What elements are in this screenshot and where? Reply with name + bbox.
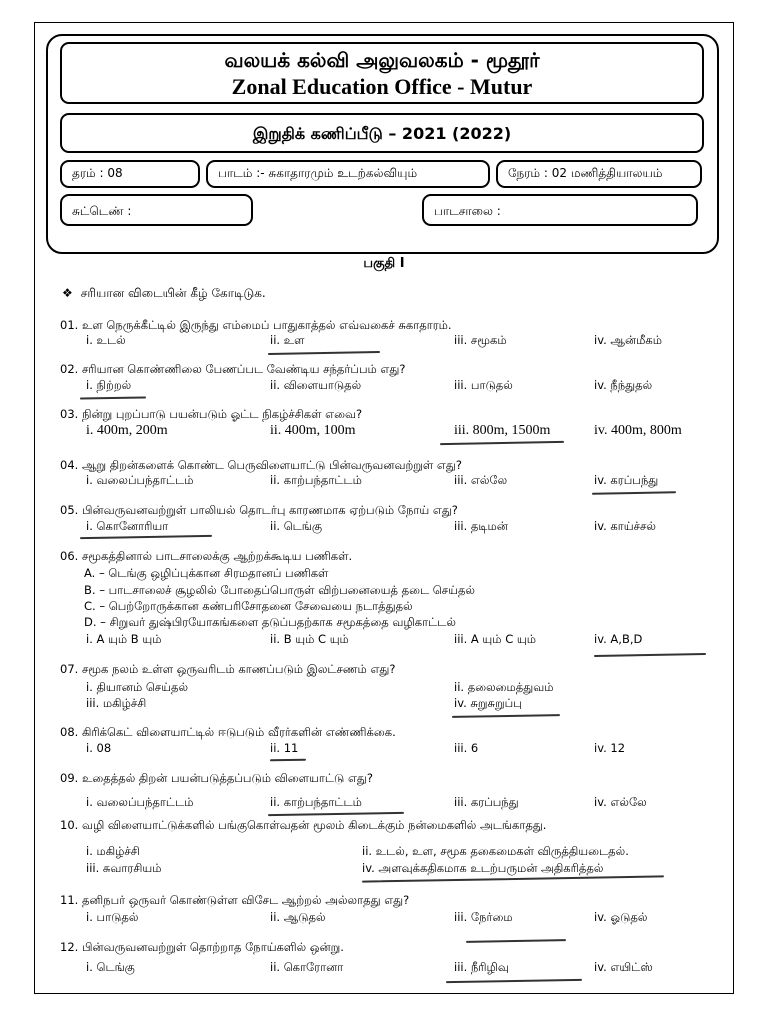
q5-option-iii[interactable]: iii. தடிமன் [454, 519, 508, 533]
q7-option-ii[interactable]: ii. தலைமைத்துவம் [454, 680, 554, 694]
question-3: 03. நின்று புறப்பாடு பயன்படும் ஓட்ட நிகழ்ச்சிகள் எவை? [60, 407, 363, 421]
q6-option-i[interactable]: i. A யும் B யும் [86, 632, 162, 646]
q2-option-i[interactable]: i. நிற்றல் [86, 378, 132, 392]
q8-option-iii[interactable]: iii. 6 [454, 741, 479, 755]
q5-option-iv[interactable]: iv. காய்ச்சல் [594, 519, 656, 533]
question-7: 07. சமூக நலம் உள்ள ஒருவரிடம் காணப்படும் இலட்சணம் எது? [60, 662, 396, 676]
instruction [62, 286, 266, 302]
grade-label: தரம் : 08 [72, 166, 123, 180]
q11-option-ii[interactable]: ii. ஆடுதல் [270, 910, 326, 924]
q6-option-iii[interactable]: iii. A யும் C யும் [454, 632, 536, 646]
instruction-text: சரியான விடையின் கீழ் கோடிடுக. [80, 286, 266, 300]
subject-box [206, 160, 490, 188]
time-label: நேரம் : 02 மணித்தியாலயம் [508, 166, 663, 180]
question-11: 11. தனிநபர் ஒருவர் கொண்டுள்ள விசேட ஆற்றல் அல்லாதது எது? [60, 893, 410, 907]
index-number-field[interactable] [60, 194, 253, 226]
q1-option-ii[interactable]: ii. உள [270, 333, 305, 347]
q10-option-iv[interactable]: iv. அளவுக்கதிகமாக உடற்பருமன் அதிகரித்தல் [362, 861, 604, 875]
question-12: 12. பின்வருவனவற்றுள் தொற்றாத நோய்களில் ஒன்று. [60, 940, 344, 954]
subject-label: பாடம் :- சுகாதாரமும் உடற்கல்வியும் [218, 166, 418, 180]
q2-option-iii[interactable]: iii. பாடுதல் [454, 378, 513, 392]
q6-statement-d: D. – சிறுவர் துஷ்பிரயோகங்களை தடுப்பதற்காக சமூகத்தை வழிகாட்டல் [84, 615, 456, 629]
q5-option-ii[interactable]: ii. டெங்கு [270, 519, 323, 533]
school-name-field[interactable] [422, 194, 698, 226]
q10-option-iii[interactable]: iii. சுவாரசியம் [86, 861, 162, 875]
q10-option-i[interactable]: i. மகிழ்ச்சி [86, 844, 140, 858]
q5-option-i[interactable]: i. கொனோரியா [86, 519, 169, 533]
office-title-tamil: வலயக் கல்வி அலுவலகம் - மூதூர் [224, 48, 540, 72]
q12-option-iii[interactable]: iii. நீரிழிவு [454, 960, 509, 974]
question-10: 10. வழி விளையாட்டுக்களில் பங்குகொள்வதன் மூலம் கிடைக்கும் நன்மைகளில் அடங்காதது. [60, 818, 547, 832]
exam-title: இறுதிக் கணிப்பீடு – 2021 (2022) [252, 124, 512, 143]
q11-option-i[interactable]: i. பாடுதல் [86, 910, 139, 924]
q8-option-ii[interactable]: ii. 11 [270, 741, 299, 755]
q9-option-iii[interactable]: iii. கரப்பந்து [454, 795, 519, 809]
question-5: 05. பின்வருவனவற்றுள் பாலியல் தொடர்பு காரணமாக ஏற்படும் நோய் எது? [60, 503, 458, 517]
q7-option-iii[interactable]: iii. மகிழ்ச்சி [86, 696, 147, 710]
q9-option-i[interactable]: i. வலைப்பந்தாட்டம் [86, 795, 194, 809]
question-9: 09. உதைத்தல் திறன் பயன்படுத்தப்படும் விளையாட்டு எது? [60, 771, 373, 785]
q3-option-i[interactable]: i. 400m, 200m [86, 423, 168, 438]
q8-option-i[interactable]: i. 08 [86, 741, 112, 755]
q10-option-ii[interactable]: ii. உடல், உள, சமூக தகைமைகள் விருத்தியடைதல். [362, 844, 629, 858]
time-box [496, 160, 702, 188]
office-title-english: Zonal Education Office - Mutur [231, 74, 533, 99]
q11-option-iii[interactable]: iii. நேர்மை [454, 910, 513, 924]
q6-statement-c: C. – பெற்றோருக்கான கண்பரிசோதனை சேவையை நடாத்துதல் [84, 599, 413, 613]
q7-option-iv[interactable]: iv. சுறுசுறுப்பு [454, 696, 522, 710]
q4-option-ii[interactable]: ii. காற்பந்தாட்டம் [270, 473, 362, 487]
q3-option-iii[interactable]: iii. 800m, 1500m [454, 423, 551, 438]
q4-option-i[interactable]: i. வலைப்பந்தாட்டம் [86, 473, 194, 487]
office-title-box [60, 42, 704, 104]
q6-statement-a: A. – டெங்கு ஒழிப்புக்கான சிரமதானப் பணிகள் [84, 566, 329, 580]
diamond-bullet-icon: ❖ [62, 286, 73, 300]
q1-option-i[interactable]: i. உடல் [86, 333, 126, 347]
q6-option-iv[interactable]: iv. A,B,D [594, 632, 643, 646]
q9-option-iv[interactable]: iv. எல்லே [594, 795, 647, 809]
question-2: 02. சரியான கொண்ணிலை பேணப்பட வேண்டிய சந்தர்ப்பம் எது? [60, 362, 406, 376]
q2-option-iv[interactable]: iv. நீந்துதல் [594, 378, 653, 392]
exam-title-box [60, 113, 704, 153]
question-4: 04. ஆறு திறன்களைக் கொண்ட பெருவிளையாட்டு பின்வருவனவற்றுள் எது? [60, 458, 462, 472]
q7-option-i[interactable]: i. தியானம் செய்தல் [86, 680, 189, 694]
question-1: 01. உள நெருக்கீட்டில் இருந்து எம்மைப் பாதுகாத்தல் எவ்வகைச் சுகாதாரம். [60, 318, 452, 332]
question-6: 06. சமூகத்தினால் பாடசாலைக்கு ஆற்றக்கூடிய பணிகள். [60, 549, 353, 563]
q8-option-iv[interactable]: iv. 12 [594, 741, 626, 755]
q2-option-ii[interactable]: ii. விளையாடுதல் [270, 378, 362, 392]
q6-option-ii[interactable]: ii. B யும் C யும் [270, 632, 349, 646]
q11-option-iv[interactable]: iv. ஓடுதல் [594, 910, 648, 924]
q12-option-ii[interactable]: ii. கொரோனா [270, 960, 344, 974]
question-8: 08. கிரிக்கெட் விளையாட்டில் ஈடுபடும் வீரர்களின் எண்ணிக்கை. [60, 725, 396, 739]
q1-option-iv[interactable]: iv. ஆன்மீகம் [594, 333, 663, 347]
index-number-label: சுட்டெண் : [72, 204, 132, 218]
grade-box [60, 160, 200, 188]
q6-statement-b: B. – பாடசாலைச் சூழலில் போதைப்பொருள் விற்பனையைத் தடை செய்தல் [84, 583, 475, 597]
q12-option-i[interactable]: i. டெங்கு [86, 960, 135, 974]
school-name-label: பாடசாலை : [434, 204, 501, 218]
q3-option-ii[interactable]: ii. 400m, 100m [270, 423, 356, 438]
q4-option-iii[interactable]: iii. எல்லே [454, 473, 508, 487]
q12-option-iv[interactable]: iv. எயிட்ஸ் [594, 960, 653, 974]
q9-option-ii[interactable]: ii. காற்பந்தாட்டம் [270, 795, 362, 809]
q3-option-iv[interactable]: iv. 400m, 800m [594, 423, 682, 438]
part-title: பகுதி I [363, 256, 405, 271]
q1-option-iii[interactable]: iii. சமூகம் [454, 333, 507, 347]
q4-option-iv[interactable]: iv. கரப்பந்து [594, 473, 659, 487]
